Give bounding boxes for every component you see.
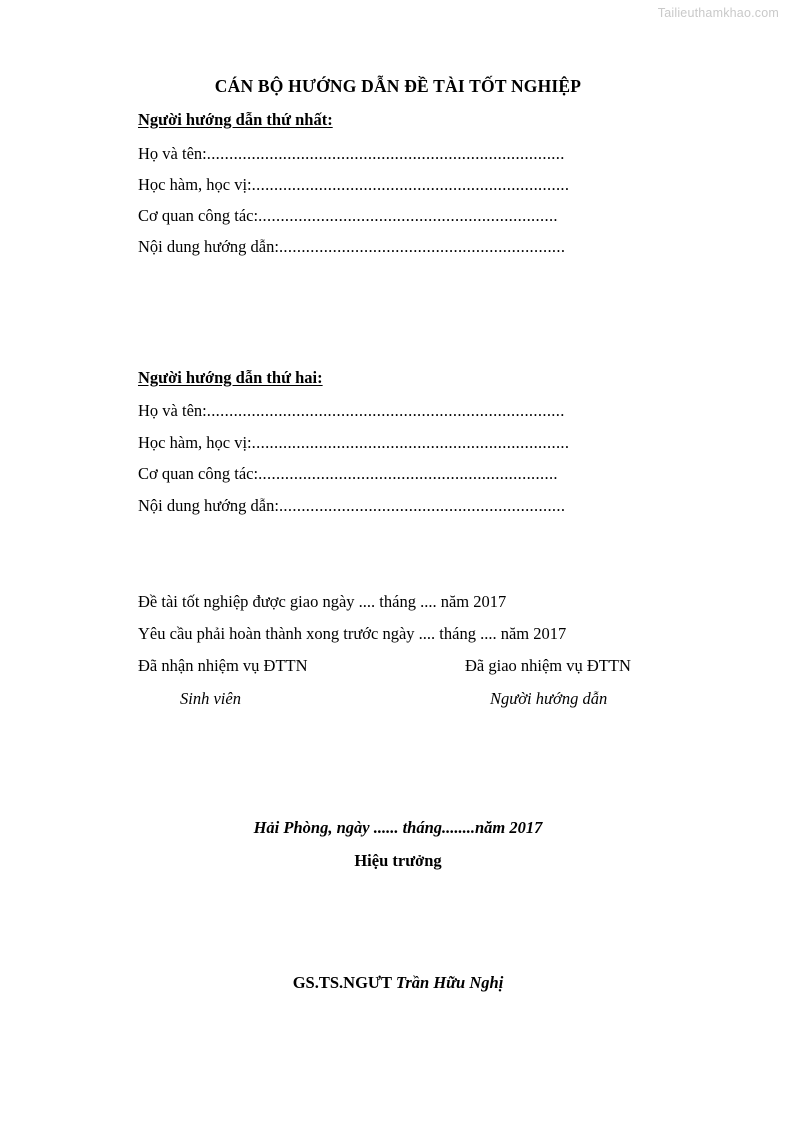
field-leader-guidance-content-1: ................................................................ (278, 237, 566, 256)
field-label-organization-1: Cơ quan công tác: (138, 206, 259, 225)
signature-name-line (138, 973, 658, 993)
received-task-label: Đã nhận nhiệm vụ ĐTTN (138, 656, 308, 675)
due-date-line: Yêu cầu phải hoàn thành xong trước ngày .... tháng .... năm 2017 (138, 624, 567, 643)
signature-role-title: Hiệu trưởng (354, 851, 442, 870)
signature-place-and-date: Hải Phòng, ngày ...... tháng........năm 2017 (253, 818, 543, 837)
field-label-academic-title-2: Học hàm, học vị: (138, 433, 252, 452)
field-leader-guidance-content-2: ................................................................ (278, 496, 566, 515)
watermark-text: Tailieuthamkhao.com (657, 6, 779, 20)
field-row-academic-title-1 (138, 175, 569, 195)
field-leader-academic-title-2: ....................................................................... (251, 433, 570, 452)
field-label-organization-2: Cơ quan công tác: (138, 464, 259, 483)
field-leader-full-name-1: ................................................................................ (206, 144, 565, 163)
field-row-full-name-1 (138, 144, 565, 164)
field-leader-organization-1: ................................................................... (258, 206, 558, 225)
supervisor-role-label: Người hướng dẫn (490, 689, 608, 708)
section-heading-first-supervisor: Người hướng dẫn thứ nhất: (138, 110, 333, 129)
field-label-full-name-2: Họ và tên: (138, 401, 207, 420)
signature-name: Trần Hữu Nghị (395, 973, 504, 992)
page-title: CÁN BỘ HƯỚNG DẪN ĐỀ TÀI TỐT NGHIỆP (214, 76, 582, 96)
field-leader-academic-title-1: ....................................................................... (251, 175, 570, 194)
field-row-guidance-content-2 (138, 496, 565, 516)
field-label-guidance-content-1: Nội dung hướng dẫn: (138, 237, 279, 256)
signature-name-prefix: GS.TS.NGƯT (292, 973, 396, 992)
student-role-label: Sinh viên (180, 689, 241, 708)
field-row-academic-title-2 (138, 433, 569, 453)
section-heading-second-supervisor: Người hướng dẫn thứ hai: (138, 368, 323, 387)
given-task-label: Đã giao nhiệm vụ ĐTTN (465, 656, 631, 675)
field-leader-full-name-2: ................................................................................ (206, 401, 565, 420)
field-label-guidance-content-2: Nội dung hướng dẫn: (138, 496, 279, 515)
field-label-academic-title-1: Học hàm, học vị: (138, 175, 252, 194)
field-row-guidance-content-1 (138, 237, 565, 257)
field-row-organization-1 (138, 206, 558, 226)
field-row-full-name-2 (138, 401, 565, 421)
assigned-date-line: Đề tài tốt nghiệp được giao ngày .... tháng .... năm 2017 (138, 592, 507, 611)
field-label-full-name-1: Họ và tên: (138, 144, 207, 163)
field-leader-organization-2: ................................................................... (258, 464, 558, 483)
field-row-organization-2 (138, 464, 558, 484)
